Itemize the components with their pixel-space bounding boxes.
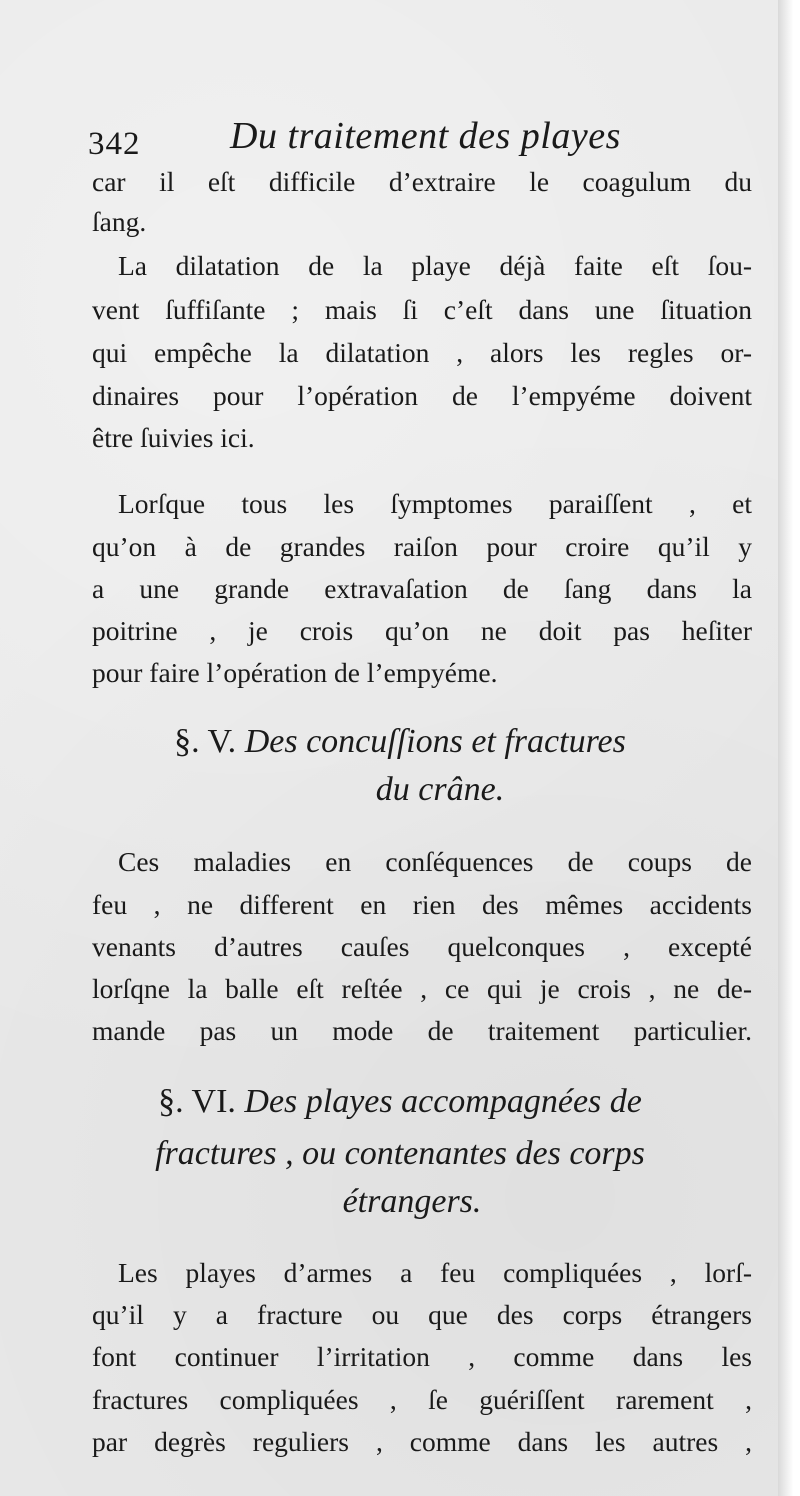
text-line: pour faire l’opération de l’empyéme. [92,657,498,688]
text-line: qui empêche la dilatation , alors les regles or- [92,337,752,368]
text-line: par degrès reguliers , comme dans les autres , [92,1426,752,1457]
section-title: du crâne. [375,771,505,808]
text-line: font continuer l’irritation , comme dans les [92,1341,752,1372]
text-line: qu’on à de grandes raiſon pour croire qu’il y [92,531,752,562]
text-line: ſang. [92,206,147,237]
text-line: Ces maladies en conſéquences de coups de [118,846,752,877]
text-line: feu , ne different en rien des mêmes accidents [92,889,752,920]
section-number: §. V. [174,723,237,760]
text-line: fractures compliquées , ſe guériſſent rarement , [92,1384,752,1415]
text-line: vent ſuffiſante ; mais ſi c’eſt dans une ſituation [92,294,752,325]
text-line: a une grande extravaſation de ſang dans la [92,573,752,604]
text-line: être ſuivies ici. [92,422,255,453]
page-number: 342 [88,126,141,162]
text-line: poitrine , je crois qu’on ne doit pas heſiter [92,615,752,646]
section-heading-continuation [40,768,800,812]
section-title: étrangers. [342,1183,482,1220]
running-title: Du traitement des playes [230,115,621,157]
text-line: Lorſque tous les ſymptomes paraiſſent , et [118,488,752,519]
section-title: Des concuſſions et fractures [244,723,626,760]
text-line: venants d’autres cauſes quelconques , excepté [92,931,752,962]
text-line: dinaires pour l’opération de l’empyéme doivent [92,380,752,411]
text-line: La dilatation de la playe déjà faite eſt ſou- [118,250,752,281]
section-heading-continuation [0,1132,800,1176]
text-line: lorſqne la balle eſt reſtée , ce qui je crois , ne de- [92,973,752,1004]
text-line: mande pas un mode de traitement particulier. [92,1015,752,1046]
section-heading [0,720,800,764]
section-heading-continuation [12,1180,800,1224]
text-line: qu’il y a fracture ou que des corps étrangers [92,1299,752,1330]
section-heading [0,1080,800,1124]
section-title: Des playes accompagnées de [244,1083,642,1120]
section-number: §. VI. [158,1083,236,1120]
text-line: Les playes d’armes a feu compliquées , lorſ- [118,1257,752,1288]
section-title: fractures , ou contenantes des corps [155,1135,645,1172]
text-line: car il eſt difficile d’extraire le coagulum du [92,166,752,197]
